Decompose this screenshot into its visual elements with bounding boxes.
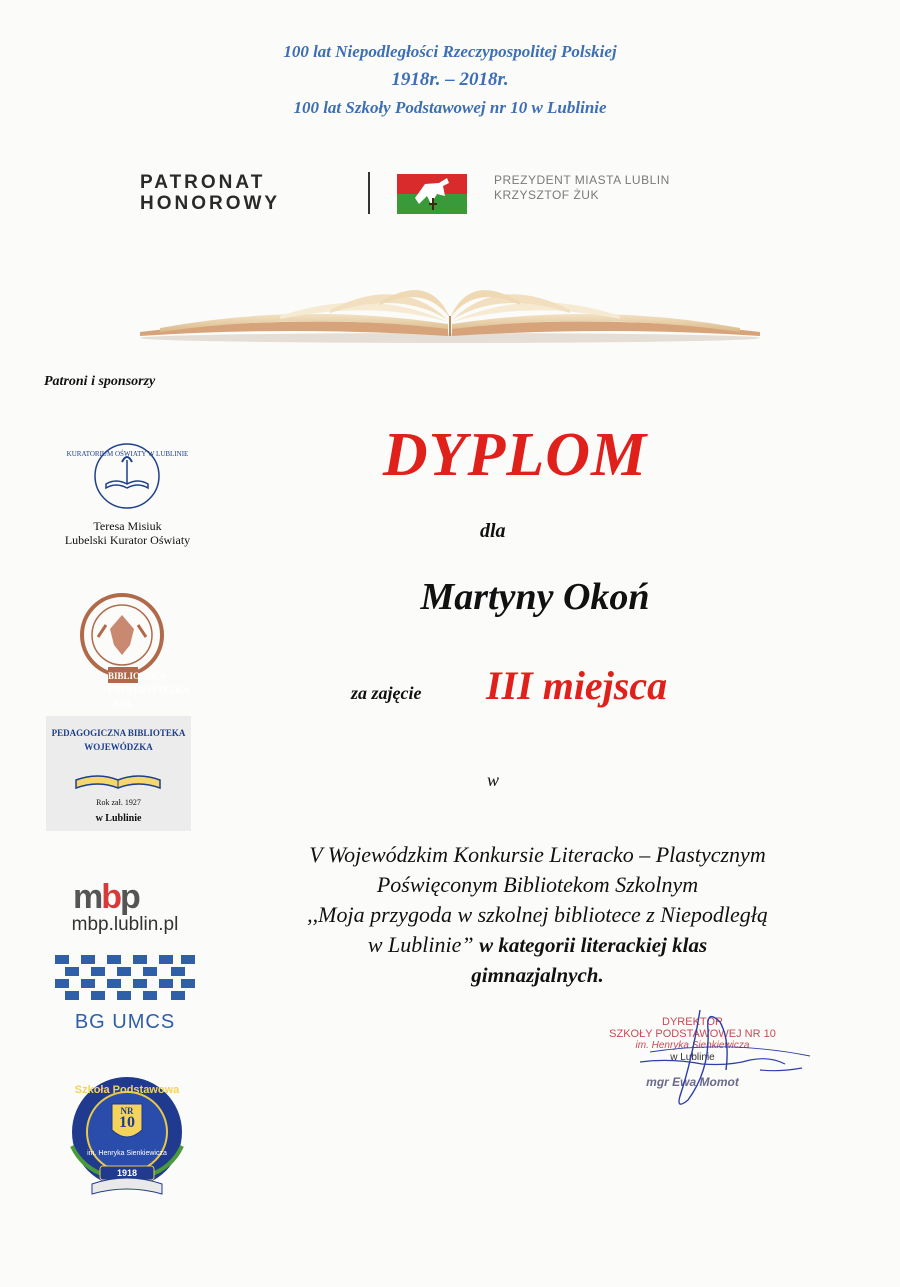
bg-umcs-pattern-icon [55, 955, 195, 1007]
president-label [494, 173, 670, 203]
bg-umcs-text: BG UMCS [74, 1011, 176, 1033]
mbp-url: mbp.lublin.pl [71, 914, 179, 935]
kurator-title: Lubelski Kurator Oświaty [64, 533, 191, 547]
kul-library-logo [70, 585, 190, 709]
stamp-line-5: mgr Ewa Momot [646, 1075, 739, 1089]
pbw-city: w Lublinie [95, 813, 142, 824]
pbw-logo [46, 716, 191, 831]
header-line-2: 1918r. – 2018r. [391, 69, 509, 90]
stamp-line-3: im. Henryka Sienkiewicza [635, 1040, 750, 1051]
school-logo-patron: im. Henryka Sienkiewicza [87, 1150, 167, 1157]
patronat-honorowy [140, 172, 280, 214]
divider [368, 172, 370, 214]
sponsors-heading: Patroni i sponsorzy [44, 374, 156, 389]
patronat-line-1: PATRONAT [140, 172, 266, 193]
competition-description [240, 840, 835, 990]
kuratorium-logo-text: KURATORIUM OŚWIATY W LUBLINIE [66, 450, 189, 458]
kul-logo-text: BIBLIOTEKA UNIWERSYTECKA KUL [108, 671, 190, 709]
stamp-line-1: DYREKTOR [662, 1016, 723, 1028]
diploma-za: za zajęcie [351, 683, 422, 703]
diploma-title: DYPLOM [382, 421, 648, 489]
mbp-logo: mbp mbp.lublin.pl [45, 880, 205, 940]
president-line-1: PREZYDENT MIASTA LUBLIN [494, 173, 670, 187]
president-line-2: KRZYSZTOF ŻUK [494, 188, 599, 202]
lublin-crest-icon [397, 174, 467, 214]
description-line-4a: w Lublinie” [367, 932, 474, 957]
description-line-4b: w kategorii literackiej klas [479, 933, 708, 957]
school-logo-arc: Szkoła Podstawowa [74, 1084, 180, 1096]
stamp-line-2: SZKOŁY PODSTAWOWEJ NR 10 [609, 1028, 776, 1040]
header-line-1: 100 lat Niepodległości Rzeczypospolitej Polskiej [283, 42, 617, 61]
recipient-name: Martyny Okoń [420, 576, 650, 618]
description-line-5: gimnazjalnych. [471, 963, 604, 987]
place-awarded: III miejsca [486, 663, 668, 708]
open-book-illustration [130, 272, 770, 347]
header [0, 38, 900, 122]
kuratorium-logo [40, 440, 215, 547]
patronat-line-2: HONOROWY [140, 193, 281, 214]
school-logo-nr: NR [120, 1106, 134, 1116]
school-logo-number: 10 [119, 1114, 135, 1131]
stamp-line-4: w Lublinie [670, 1052, 715, 1063]
diploma-dla: dla [480, 520, 506, 542]
bg-umcs-logo [55, 955, 195, 1035]
description-line-2: Poświęconym Bibliotekom Szkolnym [376, 872, 699, 897]
signature-icon [580, 1000, 820, 1120]
description-line-1: V Wojewódzkim Konkursie Literacko – Plastycznym [309, 842, 766, 867]
pbw-logo-text: PEDAGOGICZNA BIBLIOTEKA WOJEWÓDZKA [51, 728, 186, 752]
kurator-name: Teresa Misiuk [93, 519, 162, 533]
description-line-3: ,,Moja przygoda w szkolnej bibliotece z Niepodległą [307, 902, 768, 927]
header-line-3: 100 lat Szkoły Podstawowej nr 10 w Lublinie [293, 98, 607, 117]
description-line-4 [240, 930, 835, 960]
pbw-year: Rok zał. 1927 [96, 798, 141, 807]
diploma-w: w [487, 770, 500, 790]
school-logo [52, 1072, 202, 1207]
school-logo-year: 1918 [116, 1168, 138, 1178]
